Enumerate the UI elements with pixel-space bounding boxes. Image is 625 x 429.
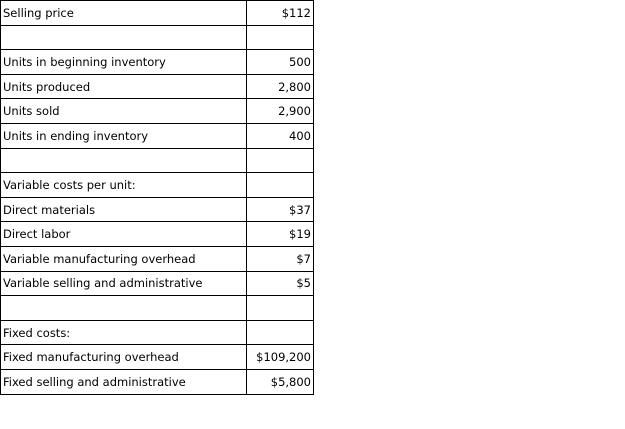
table-row bbox=[1, 74, 314, 99]
row-value: $5,800 bbox=[247, 369, 314, 394]
row-label: Units sold bbox=[1, 99, 247, 124]
cost-data-table bbox=[0, 0, 314, 395]
row-label: Fixed costs: bbox=[1, 320, 247, 345]
row-label: Variable selling and administrative bbox=[1, 271, 247, 296]
row-value: $19 bbox=[247, 222, 314, 247]
row-value bbox=[247, 25, 314, 50]
row-value bbox=[247, 296, 314, 321]
table-row bbox=[1, 50, 314, 75]
row-value bbox=[247, 148, 314, 173]
table-row bbox=[1, 99, 314, 124]
row-value: $112 bbox=[247, 1, 314, 26]
row-label: Fixed manufacturing overhead bbox=[1, 345, 247, 370]
row-value: $37 bbox=[247, 197, 314, 222]
table-row bbox=[1, 1, 314, 26]
row-label: Selling price bbox=[1, 1, 247, 26]
row-label: Units in beginning inventory bbox=[1, 50, 247, 75]
row-label bbox=[1, 148, 247, 173]
table-row bbox=[1, 173, 314, 198]
table-row bbox=[1, 25, 314, 50]
row-label: Units produced bbox=[1, 74, 247, 99]
table-row bbox=[1, 148, 314, 173]
row-value: $109,200 bbox=[247, 345, 314, 370]
table-row bbox=[1, 246, 314, 271]
table-row bbox=[1, 369, 314, 394]
table-row bbox=[1, 271, 314, 296]
table-row bbox=[1, 296, 314, 321]
row-value bbox=[247, 320, 314, 345]
row-value: 400 bbox=[247, 123, 314, 148]
row-label: Variable manufacturing overhead bbox=[1, 246, 247, 271]
row-value bbox=[247, 173, 314, 198]
row-value: $7 bbox=[247, 246, 314, 271]
table-row bbox=[1, 320, 314, 345]
row-label: Variable costs per unit: bbox=[1, 173, 247, 198]
table-row bbox=[1, 222, 314, 247]
row-label: Fixed selling and administrative bbox=[1, 369, 247, 394]
row-label: Direct materials bbox=[1, 197, 247, 222]
row-label bbox=[1, 296, 247, 321]
row-label bbox=[1, 25, 247, 50]
row-value: $5 bbox=[247, 271, 314, 296]
row-value: 2,800 bbox=[247, 74, 314, 99]
row-value: 500 bbox=[247, 50, 314, 75]
table-row bbox=[1, 123, 314, 148]
row-value: 2,900 bbox=[247, 99, 314, 124]
row-label: Direct labor bbox=[1, 222, 247, 247]
row-label: Units in ending inventory bbox=[1, 123, 247, 148]
table-row bbox=[1, 345, 314, 370]
table-row bbox=[1, 197, 314, 222]
